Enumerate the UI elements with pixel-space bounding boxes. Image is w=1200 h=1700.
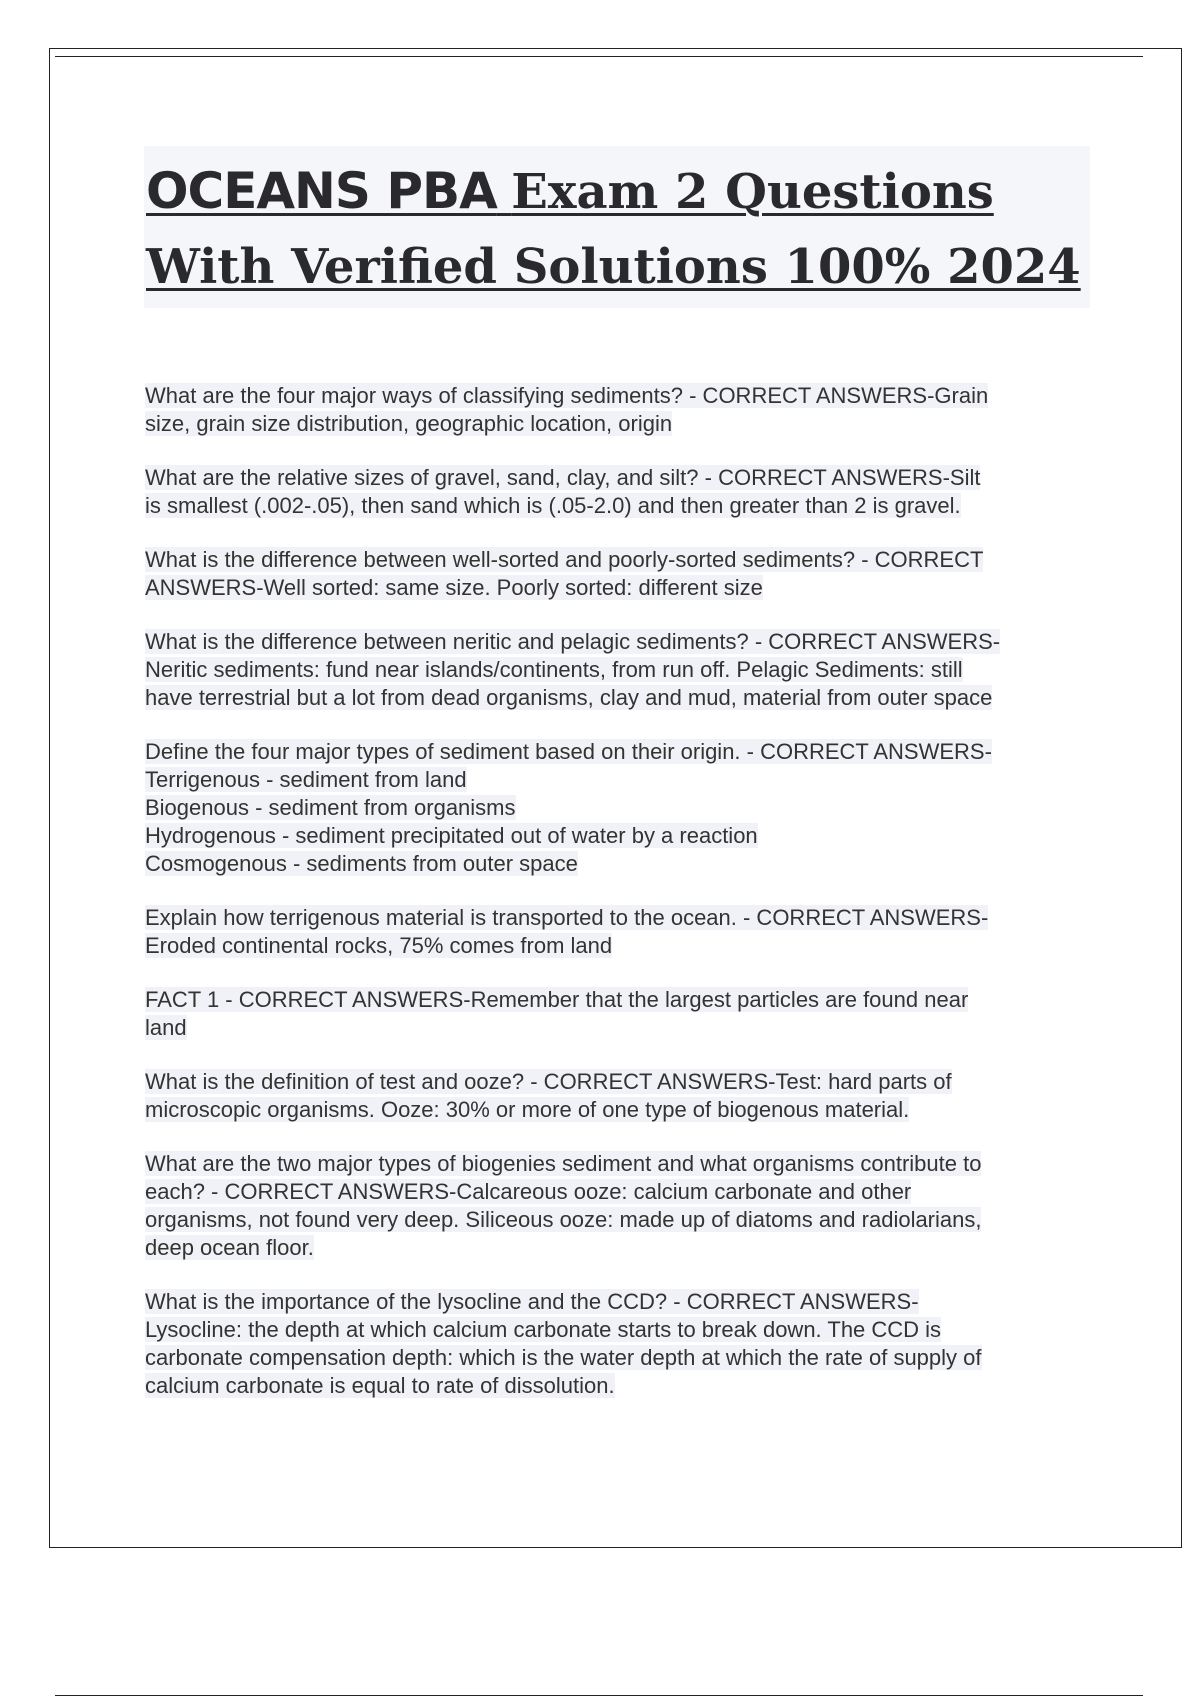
qa-line: Eroded continental rocks, 75% comes from land (145, 933, 613, 958)
qa-line: carbonate compensation depth: which is the water depth at which the rate of supply of (145, 1345, 982, 1370)
qa-line: Biogenous - sediment from organisms (145, 795, 516, 820)
title-bold-part: OCEANS PBA (146, 162, 497, 220)
qa-line: organisms, not found very deep. Siliceous ooze: made up of diatoms and radiolarians, (145, 1207, 982, 1232)
qa-item (145, 986, 1090, 1042)
qa-item (145, 628, 1090, 712)
qa-line: Lysocline: the depth at which calcium carbonate starts to break down. The CCD is (145, 1317, 942, 1342)
qa-item (145, 546, 1090, 602)
document-title (144, 146, 1090, 308)
qa-line: Hydrogenous - sediment precipitated out of water by a reaction (145, 823, 758, 848)
qa-line: ANSWERS-Well sorted: same size. Poorly sorted: different size (145, 575, 763, 600)
qa-line: Define the four major types of sediment based on their origin. - CORRECT ANSWERS- (145, 739, 992, 764)
qa-item (145, 382, 1090, 438)
top-rule (55, 56, 1143, 57)
qa-line: What is the definition of test and ooze? - CORRECT ANSWERS-Test: hard parts of (145, 1069, 952, 1094)
title-line-2-text: With Verified Solutions 100% 2024 (146, 239, 1081, 295)
qa-line: deep ocean floor. (145, 1235, 314, 1260)
qa-line: What is the difference between well-sorted and poorly-sorted sediments? - CORRECT (145, 547, 984, 572)
qa-line: What are the two major types of biogenies sediment and what organisms contribute to (145, 1151, 982, 1176)
bottom-rule (55, 1695, 1143, 1696)
title-line-2 (146, 229, 1090, 304)
qa-line: Terrigenous - sediment from land (145, 767, 467, 792)
qa-line: calcium carbonate is equal to rate of dissolution. (145, 1373, 615, 1398)
question-answer-list (145, 382, 1090, 1426)
title-serif-part: Exam 2 Questions (511, 164, 994, 220)
qa-item (145, 464, 1090, 520)
qa-line: Cosmogenous - sediments from outer space (145, 851, 578, 876)
qa-line: land (145, 1015, 187, 1040)
qa-line: have terrestrial but a lot from dead organisms, clay and mud, material from outer space (145, 685, 993, 710)
qa-item (145, 738, 1090, 878)
qa-line: each? - CORRECT ANSWERS-Calcareous ooze: calcium carbonate and other (145, 1179, 912, 1204)
qa-item (145, 1150, 1090, 1262)
qa-line: What is the importance of the lysocline and the CCD? - CORRECT ANSWERS- (145, 1289, 919, 1314)
qa-line: What is the difference between neritic and pelagic sediments? - CORRECT ANSWERS- (145, 629, 1001, 654)
qa-line: What are the relative sizes of gravel, sand, clay, and silt? - CORRECT ANSWERS-Silt (145, 465, 981, 490)
qa-item (145, 1288, 1090, 1400)
qa-line: microscopic organisms. Ooze: 30% or more of one type of biogenous material. (145, 1097, 910, 1122)
qa-item (145, 904, 1090, 960)
qa-item (145, 1068, 1090, 1124)
qa-line: is smallest (.002-.05), then sand which is (.05-2.0) and then greater than 2 is gravel. (145, 493, 961, 518)
qa-line: What are the four major ways of classifying sediments? - CORRECT ANSWERS-Grain (145, 383, 989, 408)
qa-line: FACT 1 - CORRECT ANSWERS-Remember that the largest particles are found near (145, 987, 969, 1012)
qa-line: size, grain size distribution, geographic location, origin (145, 411, 673, 436)
qa-line: Explain how terrigenous material is transported to the ocean. - CORRECT ANSWERS- (145, 905, 989, 930)
qa-line: Neritic sediments: fund near islands/continents, from run off. Pelagic Sediments: still (145, 657, 963, 682)
title-line-1 (146, 154, 1090, 229)
